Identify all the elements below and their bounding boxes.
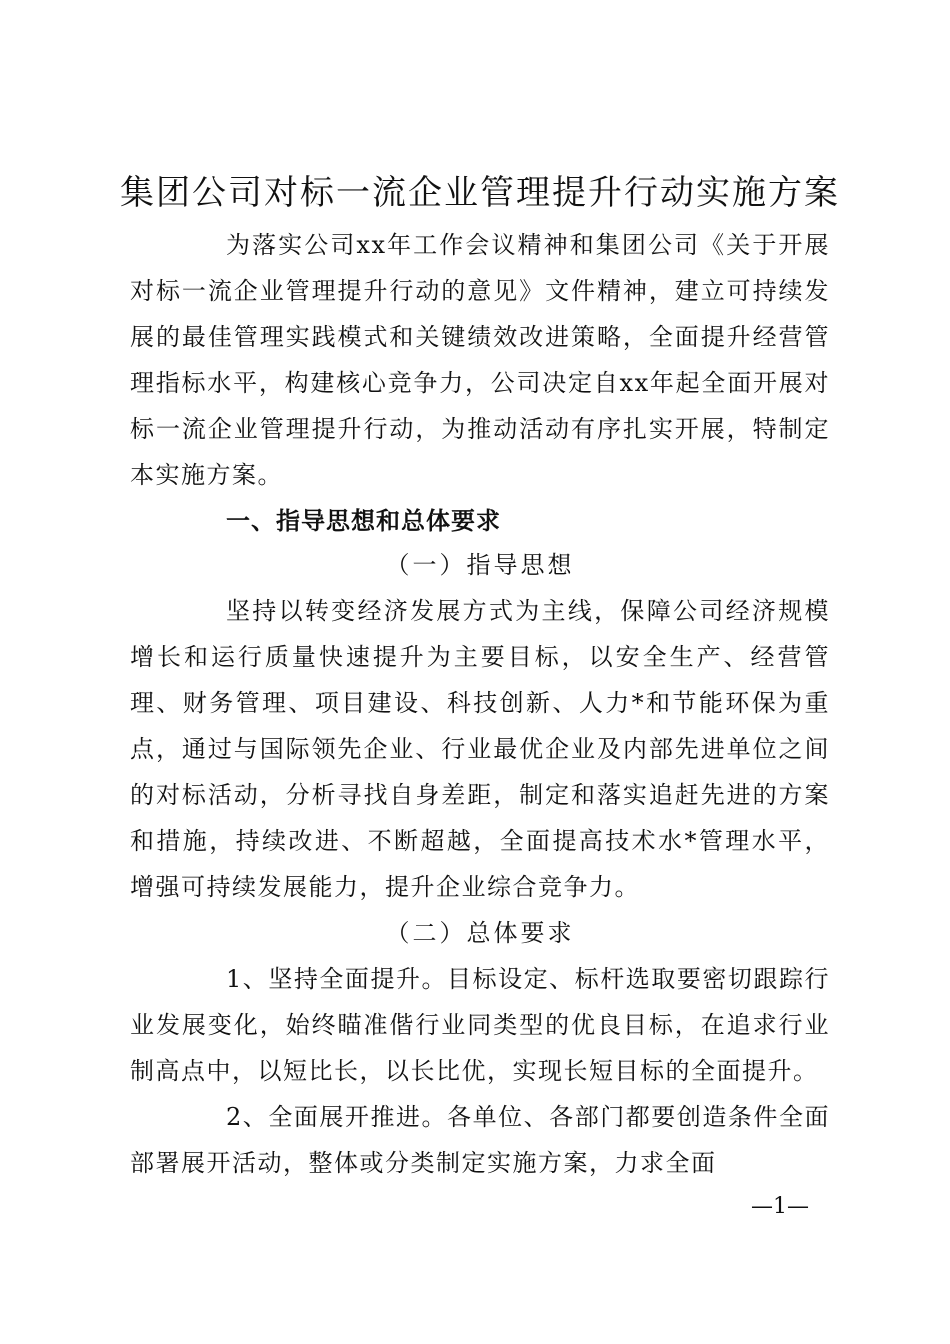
section-heading-1: 一、指导思想和总体要求 — [226, 507, 501, 535]
subsection-heading-guiding-ideology: （一）指导思想 — [385, 551, 575, 579]
requirement-item-2: 2、全面展开推进。各单位、各部门都要创造条件全面部署展开活动，整体或分类制定实施方案，力求全面 — [130, 1103, 830, 1177]
guiding-ideology-paragraph: 坚持以转变经济发展方式为主线，保障公司经济规模增长和运行质量快速提升为主要目标，以安全生产、经营管理、财务管理、项目建设、科技创新、人力*和节能环保为重点，通过与国际领先企业、行业最优企业及内部先进单位之间的对标活动，分析寻找自身差距，制定和落实追赶先进的方案和措施，持续改进、不断超越，全面提高技术水*管理水平，增强可持续发展能力，提升企业综合竞争力。 — [130, 597, 830, 901]
subsection-heading-overall-requirements: （二）总体要求 — [385, 919, 575, 947]
page-number: —1— — [751, 1194, 809, 1219]
intro-paragraph: 为落实公司xx年工作会议精神和集团公司《关于开展对标一流企业管理提升行动的意见》文件精神，建立可持续发展的最佳管理实践模式和关键绩效改进策略，全面提升经营管理指标水平，构建核心竞争力，公司决定自xx年起全面开展对标一流企业管理提升行动，为推动活动有序扎实开展，特制定本实施方案。 — [130, 231, 830, 489]
requirement-item-1: 1、坚持全面提升。目标设定、标杆选取要密切跟踪行业发展变化，始终瞄准偕行业同类型的优良目标，在追求行业制高点中，以短比长，以长比优，实现长短目标的全面提升。 — [130, 965, 830, 1085]
document-title: 集团公司对标一流企业管理提升行动实施方案 — [120, 173, 840, 213]
